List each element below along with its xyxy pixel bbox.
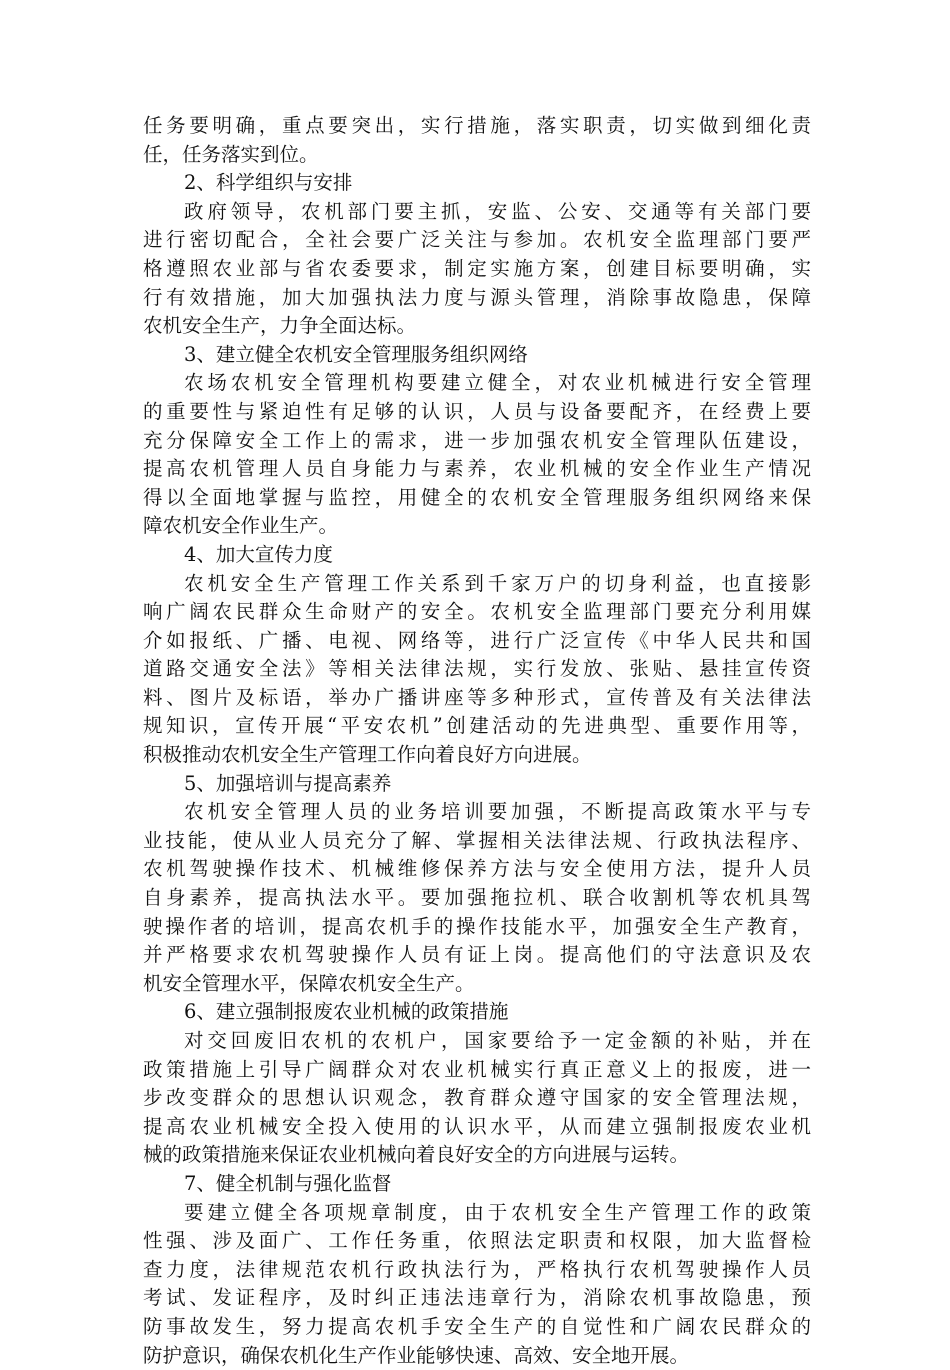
text-line: 农机安全生产管理工作关系到千家万户的切身利益，也直接影 (184, 571, 811, 595)
text-line: 机安全管理水平，保障农机安全生产。 (143, 971, 475, 995)
body-paragraph (143, 1199, 811, 1370)
text-line: 进行密切配合，全社会要广泛关注与参加。农机安全监理部门要严 (143, 228, 811, 252)
text-line: 要建立健全各项规章制度，由于农机安全生产管理工作的政策 (184, 1200, 811, 1224)
body-paragraph (143, 198, 811, 341)
body-paragraph (143, 369, 811, 541)
text-line: 业技能，使从业人员充分了解、掌握相关法律法规、行政执法程序、 (143, 828, 811, 852)
text-line: 的重要性与紧迫性有足够的认识，人员与设备要配齐，在经费上要 (143, 399, 811, 423)
text-line: 驶操作者的培训，提高农机手的操作技能水平，加强安全生产教育， (143, 914, 811, 938)
text-line: 充分保障安全工作上的需求，进一步加强农机安全管理队伍建设， (143, 428, 811, 452)
body-paragraph (143, 798, 811, 998)
text-line: 任，任务落实到位。 (143, 142, 319, 166)
text-line: 对交回废旧农机的农机户，国家要给予一定金额的补贴，并在 (184, 1029, 811, 1052)
document-page (143, 112, 811, 1370)
text-line: 响广阔农民群众生命财产的安全。农机安全监理部门要充分利用媒 (143, 600, 811, 624)
text-line: 防护意识，确保农机化生产作业能够快速、高效、安全地开展。 (143, 1343, 690, 1367)
section-heading: 7、健全机制与强化监督 (184, 1171, 392, 1195)
text-line: 自身素养，提高执法水平。要加强拖拉机、联合收割机等农机具驾 (143, 886, 811, 910)
section-heading: 3、建立健全农机安全管理服务组织网络 (184, 342, 528, 366)
text-line: 农场农机安全管理机构要建立健全，对农业机械进行安全管理 (184, 371, 811, 395)
text-line: 规知识，宣传开展“平安农机”创建活动的先进典型、重要作用等， (143, 714, 811, 738)
body-paragraph (143, 570, 811, 770)
body-paragraph (143, 1027, 811, 1170)
text-line: 道路交通安全法》等相关法律法规，实行发放、张贴、悬挂宣传资 (143, 657, 811, 681)
text-line: 步改变群众的思想认识观念，教育群众遵守国家的安全管理法规， (143, 1086, 811, 1110)
text-line: 行有效措施，加大加强执法力度与源头管理，消除事故隐患，保障 (143, 285, 811, 309)
text-line: 性强、涉及面广、工作任务重，依照法定职责和权限，加大监督检 (143, 1229, 811, 1253)
text-line: 农机安全管理人员的业务培训要加强，不断提高政策水平与专 (184, 800, 811, 824)
text-line: 提高农业机械安全投入使用的认识水平，从而建立强制报废农业机 (143, 1114, 811, 1138)
section-heading: 5、加强培训与提高素养 (184, 771, 392, 795)
section-heading: 6、建立强制报废农业机械的政策措施 (184, 1000, 509, 1024)
text-line: 介如报纸、广播、电视、网络等，进行广泛宣传《中华人民共和国 (143, 628, 811, 652)
text-line: 政策措施上引导广阔群众对农业机械实行真正意义上的报废，进一 (143, 1057, 811, 1081)
section-heading: 2、科学组织与安排 (184, 171, 353, 195)
text-line: 格遵照农业部与省农委要求，制定实施方案，创建目标要明确，实 (143, 256, 811, 280)
text-line: 障农机安全作业生产。 (143, 514, 339, 538)
text-line: 农机安全生产，力争全面达标。 (143, 314, 417, 338)
text-line: 积极推动农机安全生产管理工作向着良好方向进展。 (143, 743, 592, 767)
text-line: 械的政策措施来保证农业机械向着良好安全的方向进展与运转。 (143, 1143, 690, 1167)
text-line: 政府领导，农机部门要主抓，安监、公安、交通等有关部门要 (184, 199, 811, 223)
text-line: 料、图片及标语，举办广播讲座等多种形式，宣传普及有关法律法 (143, 685, 811, 709)
text-line: 考试、发证程序，及时纠正违法违章行为，消除农机事故隐患，预 (143, 1286, 811, 1310)
continued-paragraph (143, 112, 811, 169)
text-line: 得以全面地掌握与监控，用健全的农机安全管理服务组织网络来保 (143, 485, 811, 509)
text-line: 农机驾驶操作技术、机械维修保养方法与安全使用方法，提升人员 (143, 857, 811, 881)
text-line: 提高农机管理人员自身能力与素养，农业机械的安全作业生产情况 (143, 457, 811, 481)
text-line: 并严格要求农机驾驶操作人员有证上岗。提高他们的守法意识及农 (143, 943, 811, 967)
text-line: 防事故发生，努力提高农机手安全生产的自觉性和广阔农民群众的 (143, 1314, 811, 1338)
text-line: 任务要明确，重点要突出，实行措施，落实职责，切实做到细化责 (143, 114, 811, 137)
section-heading: 4、加大宣传力度 (184, 542, 333, 566)
text-line: 查力度，法律规范农机行政执法行为，严格执行农机驾驶操作人员 (143, 1257, 811, 1281)
